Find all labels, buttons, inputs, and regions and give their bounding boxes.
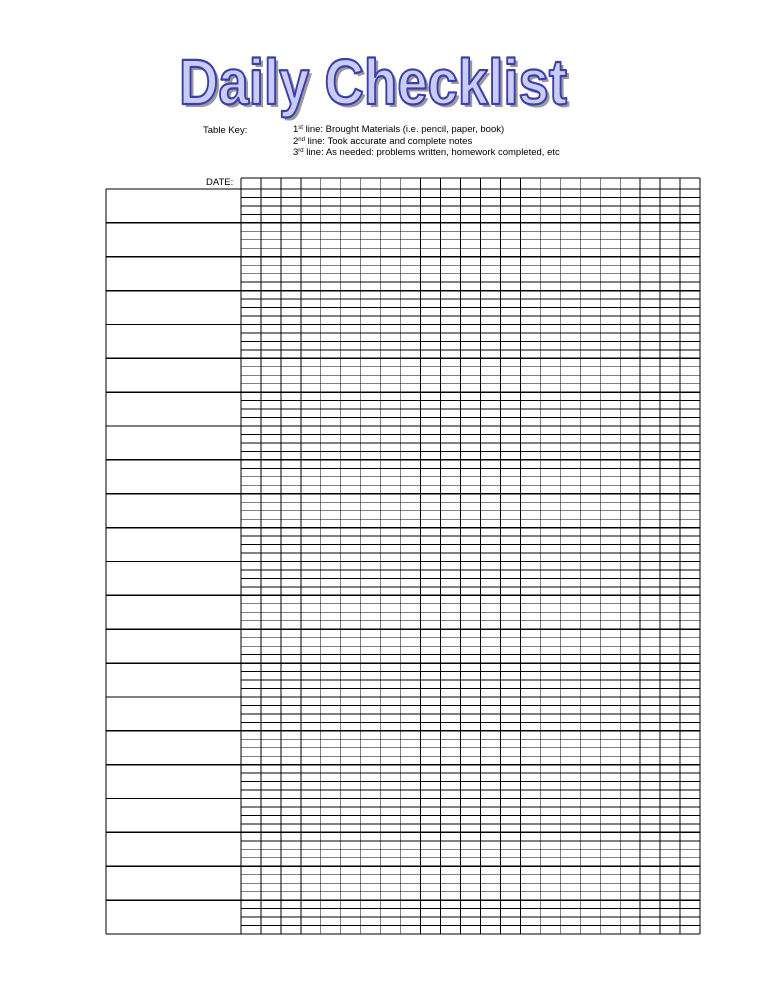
date-cell[interactable]: [620, 178, 640, 189]
student-name-cell[interactable]: [106, 392, 241, 426]
student-name-cell[interactable]: [106, 426, 241, 460]
student-name-cell[interactable]: [106, 595, 241, 629]
date-cell[interactable]: [461, 178, 481, 189]
student-name-cell[interactable]: [106, 866, 241, 900]
table-key-line-1: 1st line: Brought Materials (i.e. pencil, paper, book): [293, 124, 505, 135]
date-cell[interactable]: [341, 178, 361, 189]
date-cell[interactable]: [520, 178, 540, 189]
table-key-line-2: 2nd line: Took accurate and complete notes: [293, 135, 473, 147]
title-text: Daily Checklist: [179, 46, 567, 118]
date-cell[interactable]: [401, 178, 421, 189]
date-cell[interactable]: [540, 178, 560, 189]
date-cell[interactable]: [560, 178, 580, 189]
student-name-cell[interactable]: [106, 832, 241, 866]
date-cell[interactable]: [680, 178, 700, 189]
date-cell[interactable]: [381, 178, 401, 189]
student-name-cell[interactable]: [106, 189, 241, 223]
student-name-cell[interactable]: [106, 291, 241, 325]
table-key-label: Table Key:: [203, 125, 248, 136]
date-cell[interactable]: [261, 178, 281, 189]
student-name-cell[interactable]: [106, 358, 241, 392]
student-name-cell[interactable]: [106, 324, 241, 358]
student-name-cell[interactable]: [106, 223, 241, 257]
student-name-cell[interactable]: [106, 528, 241, 562]
student-name-cell[interactable]: [106, 731, 241, 765]
table-key-line-3: 3rd line: As needed: problems written, homework completed, etc: [293, 147, 560, 158]
student-name-cell[interactable]: [106, 257, 241, 291]
student-name-cell[interactable]: [106, 460, 241, 494]
student-name-cell[interactable]: [106, 562, 241, 596]
date-cell[interactable]: [241, 178, 261, 189]
date-cell[interactable]: [500, 178, 520, 189]
student-name-cell[interactable]: [106, 663, 241, 697]
date-cell[interactable]: [441, 178, 461, 189]
date-cell[interactable]: [600, 178, 620, 189]
date-cell[interactable]: [640, 178, 660, 189]
date-cell[interactable]: [321, 178, 341, 189]
date-cell[interactable]: [301, 178, 321, 189]
date-cell[interactable]: [281, 178, 301, 189]
student-name-cell[interactable]: [106, 697, 241, 731]
student-name-cell[interactable]: [106, 629, 241, 663]
date-cell[interactable]: [660, 178, 680, 189]
date-cell[interactable]: [421, 178, 441, 189]
student-name-cell[interactable]: [106, 494, 241, 528]
student-name-cell[interactable]: [106, 765, 241, 799]
date-cell[interactable]: [580, 178, 600, 189]
student-name-cell[interactable]: [106, 900, 241, 934]
title-shadow: Daily Checklist: [182, 49, 570, 121]
student-name-cell[interactable]: [106, 799, 241, 833]
date-cell[interactable]: [480, 178, 500, 189]
date-label: DATE:: [206, 177, 234, 188]
date-cell[interactable]: [361, 178, 381, 189]
